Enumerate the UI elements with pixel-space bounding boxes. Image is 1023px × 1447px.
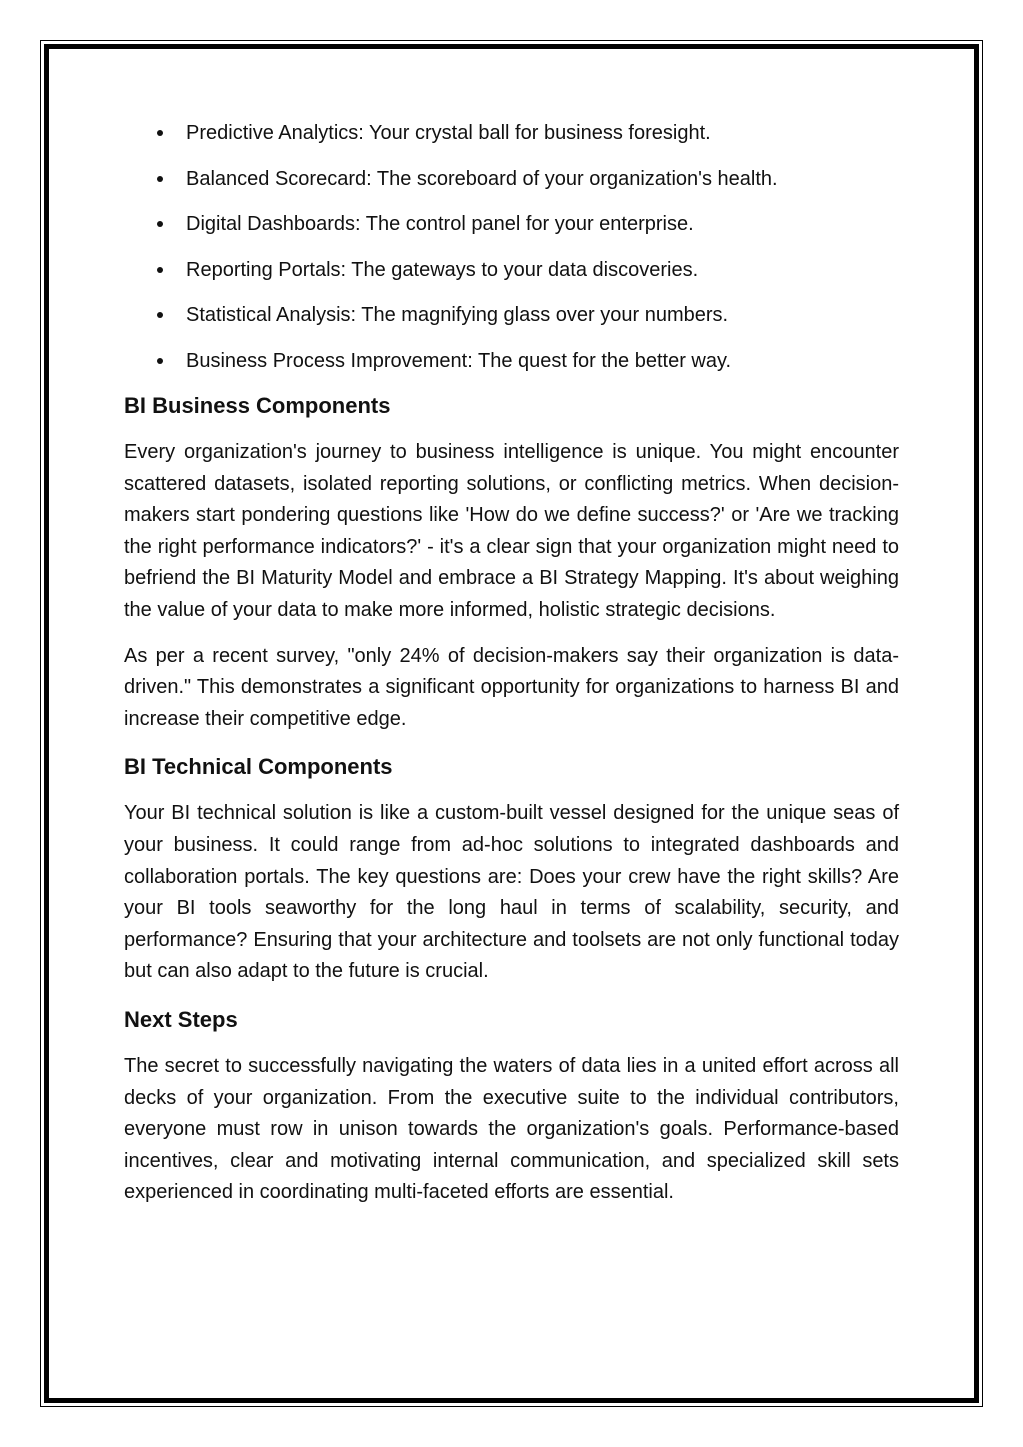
document-body xyxy=(124,118,899,1209)
section-heading-business: BI Business Components xyxy=(124,393,391,418)
list-item xyxy=(124,118,899,148)
bullet-icon xyxy=(157,221,163,227)
paragraph: Every organization's journey to business intelligence is unique. You might encounter scattered datasets, isolated reporting solutions, or conflicting metrics. When decision-makers start pondering questions like 'How do we define success?' or 'Are we tracking the right performance indicators?' - it's a clear sign that your organization might need to befriend the BI Maturity Model and embrace a BI Strategy Mapping. It's about weighing the value of your data to make more informed, holistic strategic decisions. xyxy=(124,441,899,621)
paragraph: The secret to successfully navigating the waters of data lies in a united effort across all decks of your organization. From the executive suite to the individual contributors, everyone must row in unison towards the organization's goals. Performance-based incentives, clear and motivating internal communication, and specialized skill sets experienced in coordinating multi-faceted efforts are essential. xyxy=(124,1054,899,1204)
list-item-text: Predictive Analytics: Your crystal ball for business foresight. xyxy=(186,122,711,144)
list-item-text: Balanced Scorecard: The scoreboard of your organization's health. xyxy=(186,167,778,190)
list-item-text: Business Process Improvement: The quest for the better way. xyxy=(186,349,732,372)
paragraph: As per a recent survey, "only 24% of decision-makers say their organization is data-driven." This demonstrates a significant opportunity for organizations to harness BI and increase their competitive edge. xyxy=(124,644,899,730)
list-item-text: Digital Dashboards: The control panel for your enterprise. xyxy=(186,213,694,235)
list-item xyxy=(124,255,899,285)
list-item xyxy=(124,209,899,239)
bullet-icon xyxy=(157,267,163,273)
section-heading-next-steps: Next Steps xyxy=(124,1006,238,1032)
bullet-icon xyxy=(157,312,163,318)
paragraph: Your BI technical solution is like a custom-built vessel designed for the unique seas of your business. It could range from ad-hoc solutions to integrated dashboards and collaboration portals. The key questions are: Does your crew have the right skills? Are your BI tools seaworthy for the long haul in terms of scalability, security, and performance? Ensuring that your architecture and toolsets are not only functional today but can also adapt to the future is crucial. xyxy=(124,802,899,983)
list-item-text: Reporting Portals: The gateways to your data discoveries. xyxy=(186,258,699,281)
bullet-icon xyxy=(157,130,163,136)
section-heading-technical: BI Technical Components xyxy=(124,754,393,780)
bullet-icon xyxy=(157,358,163,364)
list-item xyxy=(124,164,899,194)
list-item-text: Statistical Analysis: The magnifying glass over your numbers. xyxy=(186,304,729,326)
bullet-list xyxy=(124,118,899,376)
bullet-icon xyxy=(157,176,163,182)
list-item xyxy=(124,346,899,376)
list-item xyxy=(124,300,899,330)
